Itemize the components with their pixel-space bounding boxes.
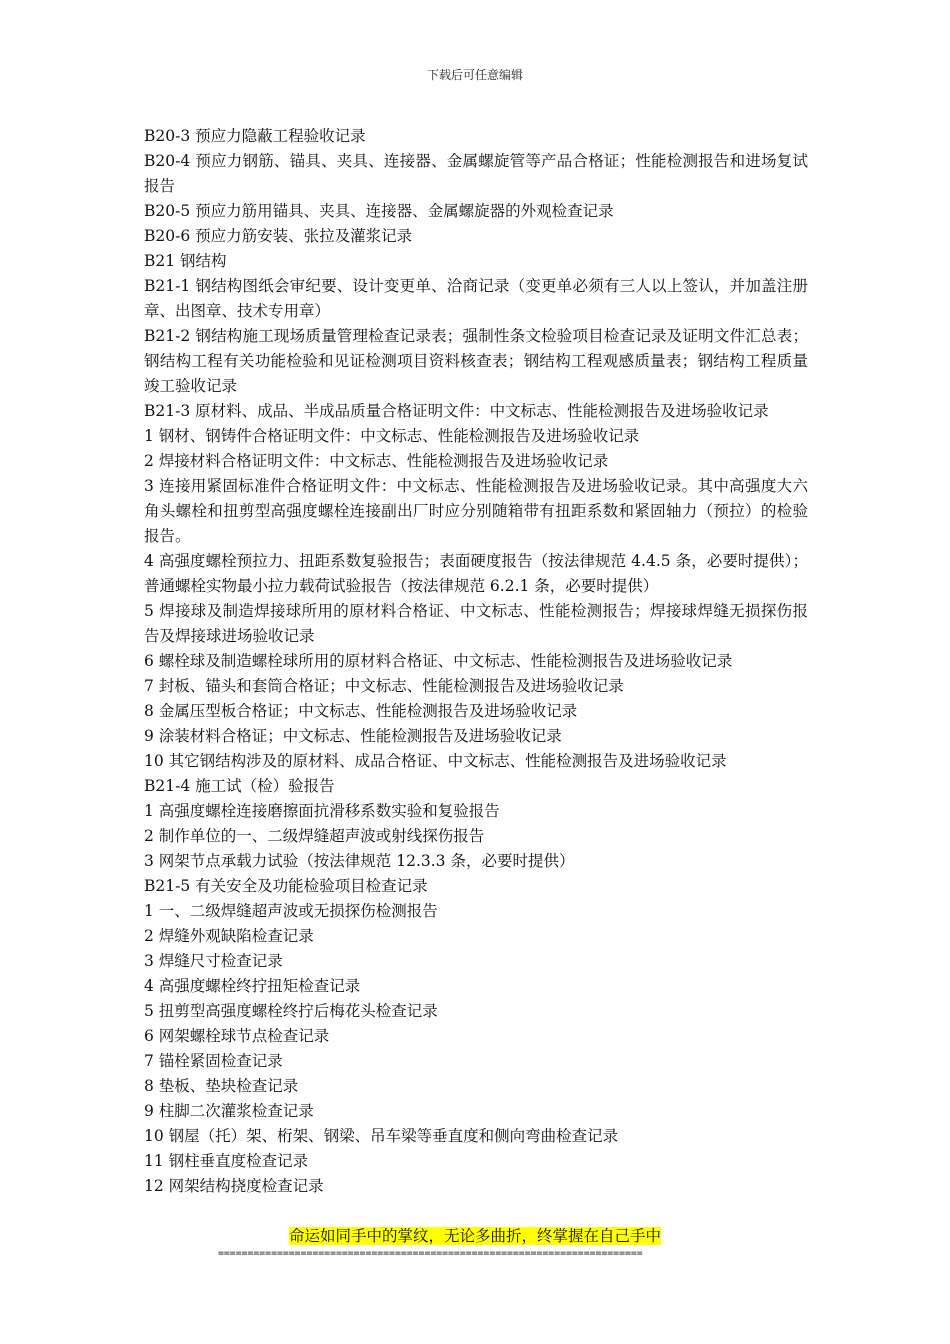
list-item: 6 网架螺栓球节点检查记录: [144, 1027, 330, 1045]
footer-divider: ========================================================================: [218, 1248, 643, 1259]
list-item: 1 高强度螺栓连接磨擦面抗滑移系数实验和复验报告: [144, 802, 500, 820]
paragraph: B21-4 施工试（检）验报告: [144, 777, 335, 795]
footer-quote: [0, 1226, 950, 1247]
list-item: 7 锚栓紧固检查记录: [144, 1052, 283, 1070]
list-item: 4 高强度螺栓预拉力、扭距系数复验报告；表面硬度报告（按法律规范 4.4.5 条，必要时提供）；普通螺栓实物最小拉力载荷试验报告（按法律规范 6.2.1 条，必要时提供）: [144, 552, 808, 595]
list-item: 2 制作单位的一、二级焊缝超声波或射线探伤报告: [144, 827, 485, 845]
list-item: 1 钢材、钢铸件合格证明文件：中文标志、性能检测报告及进场验收记录: [144, 427, 640, 445]
list-item: 12 网架结构挠度检查记录: [144, 1177, 324, 1195]
list-item: 8 垫板、垫块检查记录: [144, 1077, 299, 1095]
list-item: 7 封板、锚头和套筒合格证；中文标志、性能检测报告及进场验收记录: [144, 677, 624, 695]
list-item: 9 柱脚二次灌浆检查记录: [144, 1102, 314, 1120]
paragraph: B20-5 预应力筋用锚具、夹具、连接器、金属螺旋器的外观检查记录: [144, 202, 614, 220]
paragraph: B21-5 有关安全及功能检验项目检查记录: [144, 877, 428, 895]
list-item: 4 高强度螺栓终拧扭矩检查记录: [144, 977, 361, 995]
list-item: 9 涂装材料合格证；中文标志、性能检测报告及进场验收记录: [144, 727, 562, 745]
list-item: 1 一、二级焊缝超声波或无损探伤检测报告: [144, 902, 438, 920]
footer-quote-highlight: 命运如同手中的掌纹，无论多曲折，终掌握在自己手中: [288, 1227, 661, 1245]
section-heading: B21 钢结构: [144, 252, 227, 270]
paragraph: B20-6 预应力筋安装、张拉及灌浆记录: [144, 227, 413, 245]
list-item: 2 焊缝外观缺陷检查记录: [144, 927, 314, 945]
paragraph: B20-4 预应力钢筋、锚具、夹具、连接器、金属螺旋管等产品合格证；性能检测报告和进场复试报告: [144, 152, 808, 195]
list-item: 10 钢屋（托）架、桁架、钢梁、吊车梁等垂直度和侧向弯曲检查记录: [144, 1127, 619, 1145]
list-item: 2 焊接材料合格证明文件：中文标志、性能检测报告及进场验收记录: [144, 452, 609, 470]
list-item: 10 其它钢结构涉及的原材料、成品合格证、中文标志、性能检测报告及进场验收记录: [144, 752, 727, 770]
list-item: 11 钢柱垂直度检查记录: [144, 1152, 309, 1170]
list-item: 5 焊接球及制造焊接球所用的原材料合格证、中文标志、性能检测报告；焊接球焊缝无损探伤报告及焊接球进场验收记录: [144, 602, 808, 645]
list-item: 3 网架节点承载力试验（按法律规范 12.3.3 条，必要时提供）: [144, 852, 575, 870]
list-item: 5 扭剪型高强度螺栓终拧后梅花头检查记录: [144, 1002, 438, 1020]
paragraph: B21-1 钢结构图纸会审纪要、设计变更单、洽商记录（变更单必须有三人以上签认，并加盖注册章、出图章、技术专用章）: [144, 277, 808, 320]
document-body: [144, 124, 808, 1199]
list-item: 6 螺栓球及制造螺栓球所用的原材料合格证、中文标志、性能检测报告及进场验收记录: [144, 652, 733, 670]
list-item: 3 连接用紧固标准件合格证明文件：中文标志、性能检测报告及进场验收记录。其中高强度大六角头螺栓和扭剪型高强度螺栓连接副出厂时应分别随箱带有扭距系数和紧固轴力（预拉）的检验报告。: [144, 477, 808, 545]
page-header: 下载后可任意编辑: [426, 68, 523, 82]
paragraph: B21-2 钢结构施工现场质量管理检查记录表；强制性条文检验项目检查记录及证明文件汇总表；钢结构工程有关功能检验和见证检测项目资料核查表；钢结构工程观感质量表；钢结构工程质量竣工验收记录: [144, 327, 808, 395]
paragraph: B21-3 原材料、成品、半成品质量合格证明文件：中文标志、性能检测报告及进场验收记录: [144, 402, 769, 420]
paragraph: B20-3 预应力隐蔽工程验收记录: [144, 127, 366, 145]
list-item: 8 金属压型板合格证；中文标志、性能检测报告及进场验收记录: [144, 702, 578, 720]
list-item: 3 焊缝尺寸检查记录: [144, 952, 283, 970]
